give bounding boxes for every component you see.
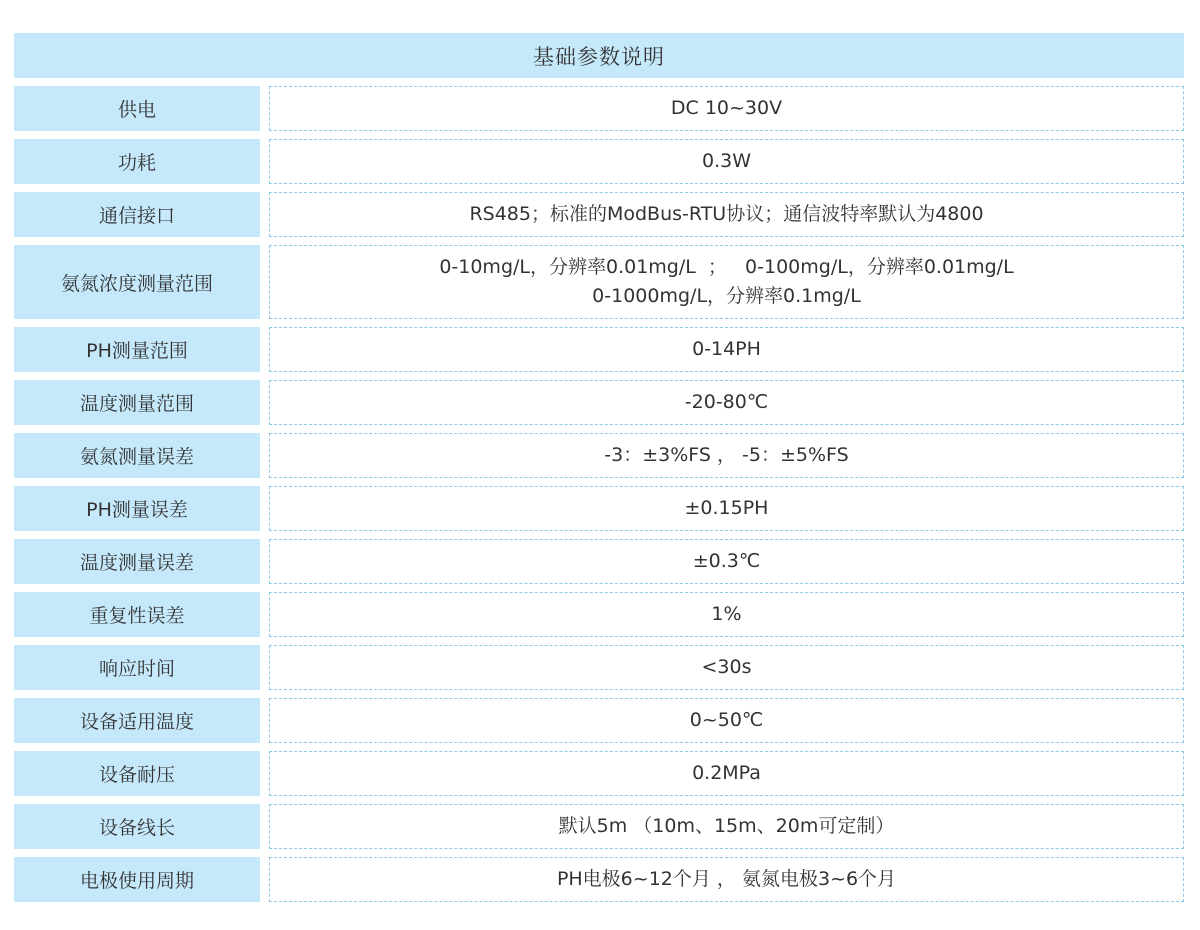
row-value-text: ±0.3℃	[692, 550, 761, 572]
table-body	[14, 86, 1184, 902]
row-value-text: 0~50℃	[689, 709, 764, 731]
table-title: 基础参数说明	[14, 33, 1184, 78]
table-row	[14, 645, 1184, 690]
row-label: 氨氮测量误差	[14, 433, 260, 478]
row-value	[269, 192, 1184, 237]
row-value	[269, 539, 1184, 584]
row-value	[269, 698, 1184, 743]
row-label: 设备线长	[14, 804, 260, 849]
row-label: 氨氮浓度测量范围	[14, 245, 260, 319]
row-value	[269, 139, 1184, 184]
table-row	[14, 433, 1184, 478]
table-row	[14, 245, 1184, 319]
row-value-text: PH电极6~12个月 ， 氨氮电极3~6个月	[556, 868, 897, 890]
row-value	[269, 327, 1184, 372]
row-value	[269, 592, 1184, 637]
row-value-text: 1%	[711, 603, 742, 625]
table-row	[14, 486, 1184, 531]
row-value-text: ±0.15PH	[684, 497, 769, 519]
table-row	[14, 698, 1184, 743]
parameter-table	[14, 33, 1184, 910]
table-row	[14, 86, 1184, 131]
row-label: 响应时间	[14, 645, 260, 690]
table-row	[14, 539, 1184, 584]
row-value	[269, 433, 1184, 478]
row-label: PH测量范围	[14, 327, 260, 372]
row-value	[269, 486, 1184, 531]
row-label: 温度测量范围	[14, 380, 260, 425]
row-value	[269, 380, 1184, 425]
row-value-text: 0.2MPa	[692, 762, 761, 784]
row-label: 功耗	[14, 139, 260, 184]
row-value	[269, 804, 1184, 849]
row-value-text: 0-14PH	[692, 338, 761, 360]
row-value-text: DC 10~30V	[670, 97, 783, 119]
row-label: 重复性误差	[14, 592, 260, 637]
row-value-text: RS485；标准的ModBus-RTU协议；通信波特率默认为4800	[469, 203, 984, 225]
row-label: 供电	[14, 86, 260, 131]
row-value	[269, 245, 1184, 319]
table-row	[14, 192, 1184, 237]
table-row	[14, 592, 1184, 637]
row-value-text: 默认5m （10m、15m、20m可定制）	[558, 815, 895, 837]
row-value-text-line2: 0-1000mg/L，分辨率0.1mg/L	[592, 285, 861, 307]
row-label: 通信接口	[14, 192, 260, 237]
row-value-text: -3：±3%FS ， -5：±5%FS	[604, 444, 849, 466]
row-value-text: 0.3W	[701, 150, 751, 172]
row-value	[269, 645, 1184, 690]
table-row	[14, 804, 1184, 849]
table-row	[14, 751, 1184, 796]
row-value-text: <30s	[701, 656, 752, 678]
table-row	[14, 857, 1184, 902]
table-row	[14, 139, 1184, 184]
table-row	[14, 327, 1184, 372]
row-value	[269, 857, 1184, 902]
row-value-text: -20-80℃	[684, 391, 769, 413]
row-value-text: 0-10mg/L，分辨率0.01mg/L ； 0-100mg/L，分辨率0.01mg/L	[439, 256, 1014, 278]
table-row	[14, 380, 1184, 425]
row-value	[269, 86, 1184, 131]
row-label: 设备适用温度	[14, 698, 260, 743]
row-label: PH测量误差	[14, 486, 260, 531]
row-label: 设备耐压	[14, 751, 260, 796]
row-label: 温度测量误差	[14, 539, 260, 584]
row-value	[269, 751, 1184, 796]
row-label: 电极使用周期	[14, 857, 260, 902]
